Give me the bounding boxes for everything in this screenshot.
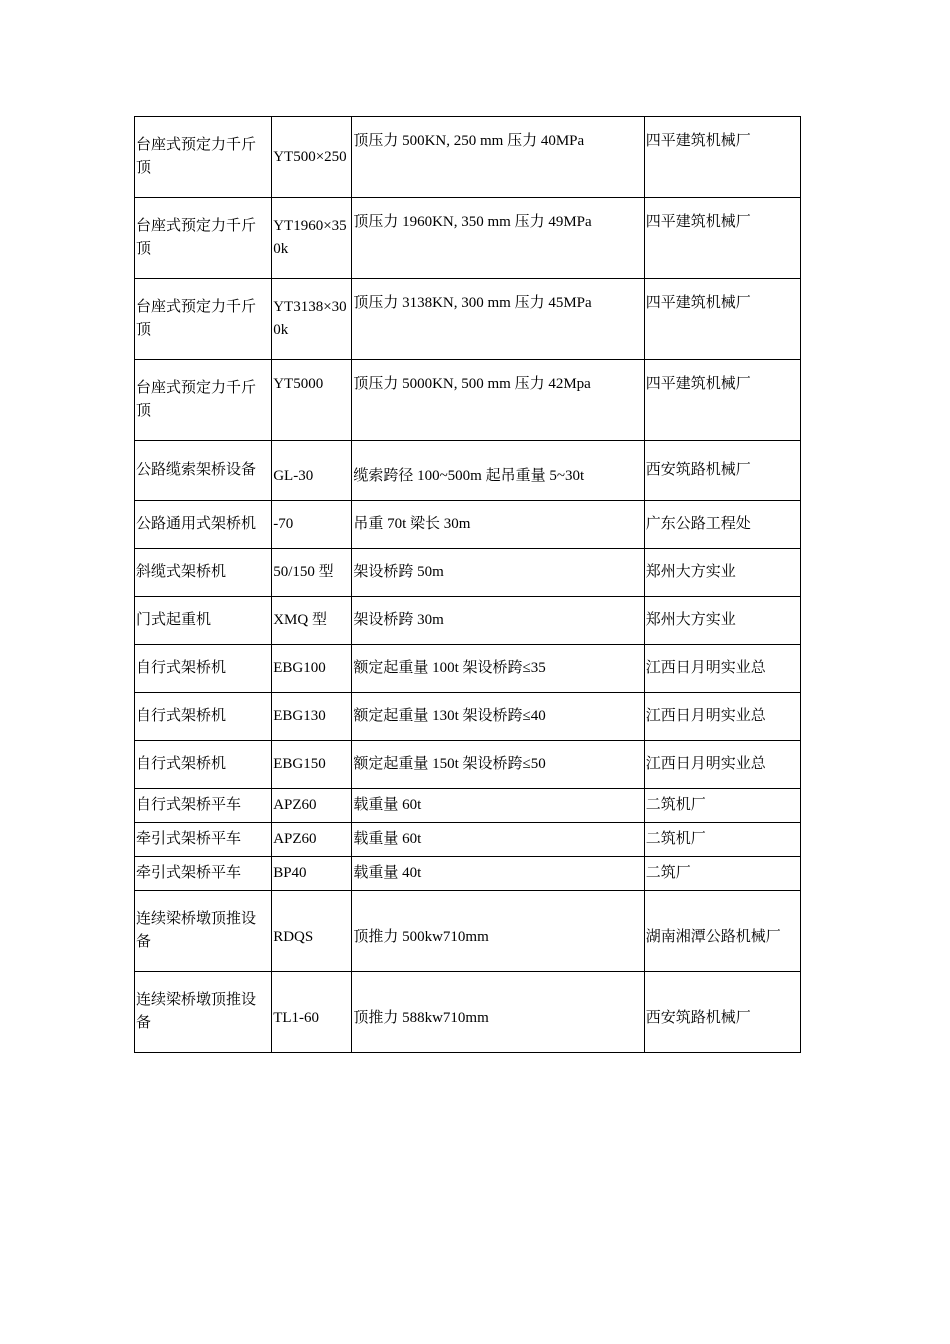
manufacturer-cell: 江西日月明实业总 [644, 645, 800, 693]
manufacturer-cell: 江西日月明实业总 [644, 741, 800, 789]
equipment-table [134, 116, 801, 1053]
spec-cell: 载重量 40t [352, 857, 644, 891]
spec-cell: 顶压力 3138KN, 300 mm 压力 45MPa [352, 279, 644, 360]
equipment-name-cell: 自行式架桥机 [135, 645, 272, 693]
table-row [135, 857, 801, 891]
equipment-name-cell: 牵引式架桥平车 [135, 857, 272, 891]
table-row [135, 693, 801, 741]
equipment-name-cell: 台座式预定力千斤顶 [135, 360, 272, 441]
model-cell: TL1-60 [272, 972, 352, 1053]
equipment-name-cell: 连续梁桥墩顶推设备 [135, 972, 272, 1053]
table-row [135, 198, 801, 279]
model-cell: XMQ 型 [272, 597, 352, 645]
model-cell: EBG130 [272, 693, 352, 741]
spec-cell: 吊重 70t 梁长 30m [352, 501, 644, 549]
manufacturer-cell: 二筑厂 [644, 857, 800, 891]
manufacturer-cell: 四平建筑机械厂 [644, 360, 800, 441]
equipment-name-cell: 自行式架桥机 [135, 693, 272, 741]
table-row [135, 360, 801, 441]
model-cell: -70 [272, 501, 352, 549]
spec-cell: 顶推力 500kw710mm [352, 891, 644, 972]
manufacturer-cell: 四平建筑机械厂 [644, 117, 800, 198]
model-cell: APZ60 [272, 823, 352, 857]
model-cell: RDQS [272, 891, 352, 972]
equipment-name-cell: 牵引式架桥平车 [135, 823, 272, 857]
model-cell: YT1960×350k [272, 198, 352, 279]
table-row [135, 279, 801, 360]
manufacturer-cell: 郑州大方实业 [644, 549, 800, 597]
table-row [135, 645, 801, 693]
manufacturer-cell: 二筑机厂 [644, 823, 800, 857]
table-row [135, 117, 801, 198]
spec-cell: 载重量 60t [352, 823, 644, 857]
manufacturer-cell: 四平建筑机械厂 [644, 198, 800, 279]
spec-cell: 载重量 60t [352, 789, 644, 823]
spec-cell: 顶推力 588kw710mm [352, 972, 644, 1053]
equipment-name-cell: 自行式架桥机 [135, 741, 272, 789]
manufacturer-cell: 湖南湘潭公路机械厂 [644, 891, 800, 972]
table-row [135, 441, 801, 501]
table-row [135, 823, 801, 857]
manufacturer-cell: 江西日月明实业总 [644, 693, 800, 741]
spec-cell: 顶压力 1960KN, 350 mm 压力 49MPa [352, 198, 644, 279]
spec-cell: 额定起重量 150t 架设桥跨≤50 [352, 741, 644, 789]
equipment-name-cell: 台座式预定力千斤顶 [135, 198, 272, 279]
equipment-name-cell: 台座式预定力千斤顶 [135, 117, 272, 198]
manufacturer-cell: 广东公路工程处 [644, 501, 800, 549]
manufacturer-cell: 西安筑路机械厂 [644, 972, 800, 1053]
equipment-name-cell: 公路通用式架桥机 [135, 501, 272, 549]
spec-cell: 顶压力 500KN, 250 mm 压力 40MPa [352, 117, 644, 198]
table-row [135, 891, 801, 972]
model-cell: EBG150 [272, 741, 352, 789]
manufacturer-cell: 郑州大方实业 [644, 597, 800, 645]
model-cell: GL-30 [272, 441, 352, 501]
spec-cell: 架设桥跨 30m [352, 597, 644, 645]
table-row [135, 741, 801, 789]
equipment-name-cell: 台座式预定力千斤顶 [135, 279, 272, 360]
table-row [135, 597, 801, 645]
table-row [135, 789, 801, 823]
model-cell: APZ60 [272, 789, 352, 823]
model-cell: EBG100 [272, 645, 352, 693]
spec-cell: 额定起重量 130t 架设桥跨≤40 [352, 693, 644, 741]
table-row [135, 972, 801, 1053]
model-cell: YT5000 [272, 360, 352, 441]
equipment-name-cell: 自行式架桥平车 [135, 789, 272, 823]
manufacturer-cell: 四平建筑机械厂 [644, 279, 800, 360]
manufacturer-cell: 西安筑路机械厂 [644, 441, 800, 501]
equipment-name-cell: 门式起重机 [135, 597, 272, 645]
equipment-name-cell: 斜缆式架桥机 [135, 549, 272, 597]
spec-cell: 顶压力 5000KN, 500 mm 压力 42Mpa [352, 360, 644, 441]
model-cell: YT3138×300k [272, 279, 352, 360]
model-cell: 50/150 型 [272, 549, 352, 597]
spec-cell: 缆索跨径 100~500m 起吊重量 5~30t [352, 441, 644, 501]
model-cell: YT500×250 [272, 117, 352, 198]
equipment-name-cell: 连续梁桥墩顶推设备 [135, 891, 272, 972]
model-cell: BP40 [272, 857, 352, 891]
spec-cell: 架设桥跨 50m [352, 549, 644, 597]
manufacturer-cell: 二筑机厂 [644, 789, 800, 823]
equipment-name-cell: 公路缆索架桥设备 [135, 441, 272, 501]
table-row [135, 501, 801, 549]
spec-cell: 额定起重量 100t 架设桥跨≤35 [352, 645, 644, 693]
table-row [135, 549, 801, 597]
